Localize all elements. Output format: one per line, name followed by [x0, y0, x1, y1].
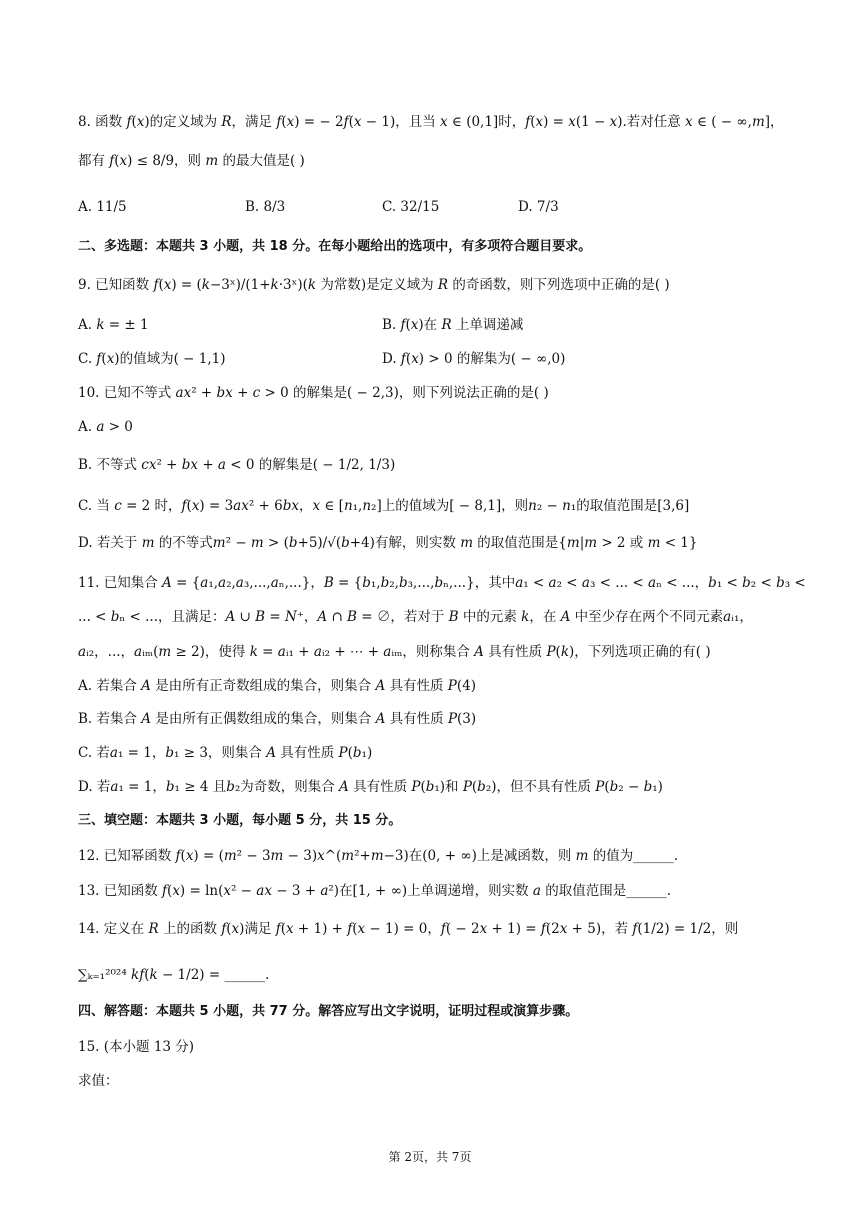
- q10-option-c: C. 当 𝑐 = 2 时，𝑓(𝑥) = 3𝑎𝑥² + 6𝑏𝑥，𝑥 ∈ [𝑛₁,𝑛₂]上的值域为[ − 8,1]，则𝑛₂ − 𝑛₁的取值范围是[3,6]: [78, 498, 690, 514]
- q10-option-a: A. 𝑎 > 0: [78, 419, 133, 435]
- q11-option-c: C. 若𝑎₁ = 1，𝑏₁ ≥ 3，则集合 𝐴 具有性质 𝑃(𝑏₁): [78, 745, 373, 761]
- section2-heading: 二、多选题：本题共 3 小题，共 18 分。在每小题给出的选项中，有多项符合题目要求。: [78, 239, 592, 254]
- q8-option-d: D. 7/3: [518, 199, 559, 215]
- q8-stem-line2: 都有 𝑓(𝑥) ≤ 8/9，则 𝑚 的最大值是( ): [78, 153, 305, 169]
- q9-option-b: B. 𝑓(𝑥)在 𝑅 上单调递减: [382, 317, 524, 333]
- q11-option-d: D. 若𝑎₁ = 1，𝑏₁ ≥ 4 且𝑏₂为奇数，则集合 𝐴 具有性质 𝑃(𝑏₁)和 𝑃(𝑏₂)，但不具有性质 𝑃(𝑏₂ − 𝑏₁): [78, 779, 663, 795]
- q8-option-c: C. 32/15: [382, 199, 440, 215]
- q11-stem-line3: 𝑎ᵢ₂，...，𝑎ᵢₘ(𝑚 ≥ 2)，使得 𝑘 = 𝑎ᵢ₁ + 𝑎ᵢ₂ + ⋯ + 𝑎ᵢₘ，则称集合 𝐴 具有性质 𝑃(𝑘)，下列选项正确的有( ): [78, 644, 711, 660]
- q9-stem: 9. 已知函数 𝑓(𝑥) = (𝑘−3ˣ)/(1+𝑘·3ˣ)(𝑘 为常数)是定义域为 𝑅 的奇函数，则下列选项中正确的是( ): [78, 277, 670, 293]
- q9-option-a: A. 𝑘 = ± 1: [78, 317, 149, 333]
- q11-option-b: B. 若集合 𝐴 是由所有正偶数组成的集合，则集合 𝐴 具有性质 𝑃(3): [78, 711, 477, 727]
- q10-stem: 10. 已知不等式 𝑎𝑥² + 𝑏𝑥 + 𝑐 > 0 的解集是( − 2,3)，则下列说法正确的是( ): [78, 385, 549, 401]
- q9-option-d: D. 𝑓(𝑥) > 0 的解集为( − ∞,0): [382, 351, 566, 367]
- q10-option-d: D. 若关于 𝑚 的不等式𝑚² − 𝑚 > (𝑏+5)/√(𝑏+4)有解，则实数 𝑚 的取值范围是{𝑚|𝑚 > 2 或 𝑚 < 1}: [78, 535, 698, 551]
- q14-stem-line1: 14. 定义在 𝑅 上的函数 𝑓(𝑥)满足 𝑓(𝑥 + 1) + 𝑓(𝑥 − 1) = 0，𝑓( − 2𝑥 + 1) = 𝑓(2𝑥 + 5)，若 𝑓(1/2) = 1/2，则: [78, 921, 739, 937]
- q8-stem-line1: 8. 函数 𝑓(𝑥)的定义域为 𝑅，满足 𝑓(𝑥) = − 2𝑓(𝑥 − 1)，且当 𝑥 ∈ (0,1]时，𝑓(𝑥) = 𝑥(1 − 𝑥).若对任意 𝑥 ∈ ( − ∞,𝑚]，: [78, 114, 784, 130]
- q12-stem: 12. 已知幂函数 𝑓(𝑥) = (𝑚² − 3𝑚 − 3)𝑥^(𝑚²+𝑚−3)在(0, + ∞)上是减函数，则 𝑚 的值为______.: [78, 848, 679, 864]
- section4-heading: 四、解答题：本题共 5 小题，共 77 分。解答应写出文字说明，证明过程或演算步骤。: [78, 1004, 579, 1019]
- q9-option-c: C. 𝑓(𝑥)的值域为( − 1,1): [78, 351, 226, 367]
- q8-option-a: A. 11/5: [78, 199, 127, 215]
- q11-stem-line1: 11. 已知集合 𝐴 = {𝑎₁,𝑎₂,𝑎₃,...,𝑎ₙ,...}，𝐵 = {𝑏₁,𝑏₂,𝑏₃,...,𝑏ₙ,...}，其中𝑎₁ < 𝑎₂ < 𝑎₃ < ... < 𝑎ₙ < ...，𝑏₁ < 𝑏₂ < 𝑏₃ <: [78, 575, 806, 591]
- q13-stem: 13. 已知函数 𝑓(𝑥) = ln(𝑥² − 𝑎𝑥 − 3 + 𝑎²)在[1, + ∞)上单调递增，则实数 𝑎 的取值范围是______.: [78, 883, 672, 899]
- q11-option-a: A. 若集合 𝐴 是由所有正奇数组成的集合，则集合 𝐴 具有性质 𝑃(4): [78, 678, 476, 694]
- q14-stem-line2: ∑ₖ₌₁²⁰²⁴ 𝑘𝑓(𝑘 − 1/2) = ______.: [78, 967, 270, 983]
- q15-prompt: 求值：: [78, 1073, 119, 1089]
- q15-title: 15. (本小题 13 分): [78, 1039, 195, 1055]
- page-footer: 第 2页，共 7页: [388, 1150, 472, 1164]
- q8-option-b: B. 8/3: [245, 199, 286, 215]
- q10-option-b: B. 不等式 𝑐𝑥² + 𝑏𝑥 + 𝑎 < 0 的解集是( − 1/2, 1/3): [78, 457, 396, 473]
- q11-stem-line2: ... < 𝑏ₙ < ...，且满足：𝐴 ∪ 𝐵 = 𝑁⁺，𝐴 ∩ 𝐵 = ∅，若对于 𝐵 中的元素 𝑘，在 𝐴 中至少存在两个不同元素𝑎ᵢ₁，: [78, 609, 753, 625]
- section3-heading: 三、填空题：本题共 3 小题，每小题 5 分，共 15 分。: [78, 813, 402, 828]
